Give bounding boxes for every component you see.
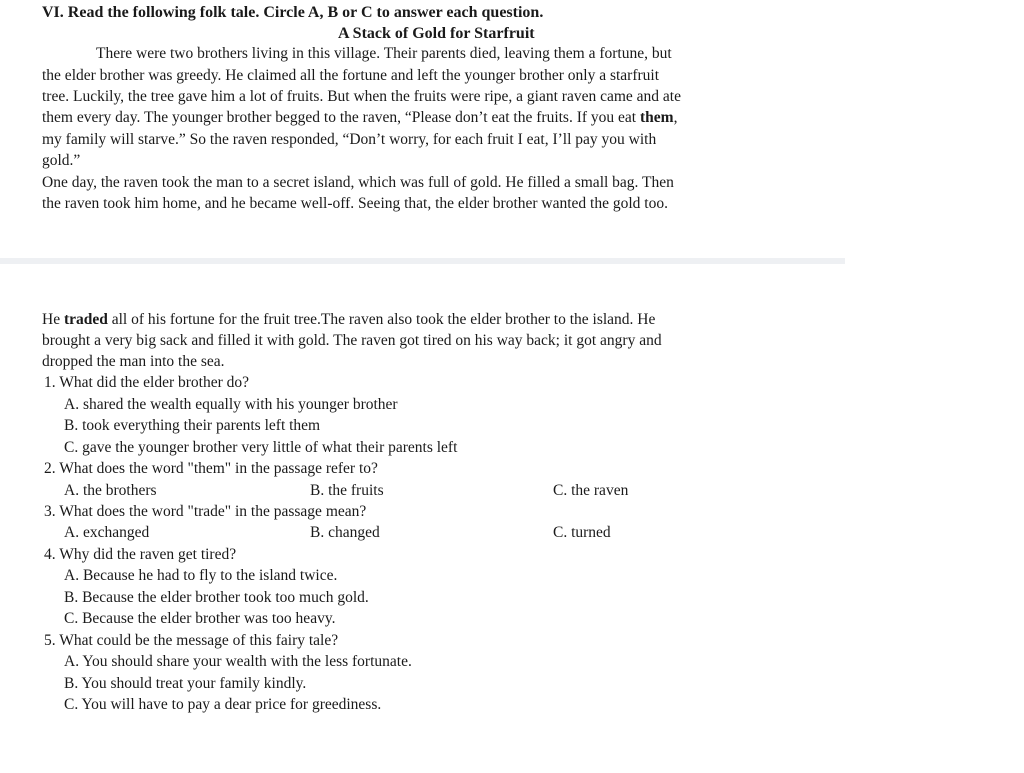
option-5a[interactable]: A. You should share your wealth with the less fortunate. bbox=[64, 653, 412, 670]
option-4a[interactable]: A. Because he had to fly to the island twice. bbox=[64, 567, 338, 584]
option-5b[interactable]: B. You should treat your family kindly. bbox=[64, 675, 307, 692]
passage-line bbox=[42, 108, 677, 128]
option-1a[interactable]: A. shared the wealth equally with his younger brother bbox=[64, 396, 398, 413]
option-2a[interactable]: A. the brothers bbox=[64, 482, 157, 499]
passage-line: the elder brother was greedy. He claimed all the fortune and left the younger brother only a starfruit bbox=[42, 67, 660, 84]
option-2c[interactable]: C. the raven bbox=[553, 482, 629, 499]
question-3: 3. What does the word "trade" in the passage mean? bbox=[44, 503, 367, 520]
option-3c[interactable]: C. turned bbox=[553, 524, 611, 541]
option-2b[interactable]: B. the fruits bbox=[310, 482, 384, 499]
passage-line: gold.” bbox=[42, 152, 81, 169]
passage-line bbox=[42, 310, 655, 330]
option-4b[interactable]: B. Because the elder brother took too much gold. bbox=[64, 589, 369, 606]
question-4: 4. Why did the raven get tired? bbox=[44, 546, 237, 563]
passage-line: dropped the man into the sea. bbox=[42, 353, 225, 370]
option-5c[interactable]: C. You will have to pay a dear price for greediness. bbox=[64, 696, 382, 713]
option-4c[interactable]: C. Because the elder brother was too heavy. bbox=[64, 610, 336, 627]
divider bbox=[0, 258, 845, 264]
passage-text: them every day. The younger brother begged to the raven, “Please don’t eat the fruits. If you eat bbox=[42, 109, 640, 126]
passage-text: all of his fortune for the fruit tree.The raven also took the elder brother to the island. He bbox=[107, 311, 656, 328]
option-1b[interactable]: B. took everything their parents left them bbox=[64, 417, 321, 434]
passage-line: tree. Luckily, the tree gave him a lot of fruits. But when the fruits were ripe, a giant raven came and ate bbox=[42, 88, 681, 105]
question-2: 2. What does the word "them" in the passage refer to? bbox=[44, 460, 378, 477]
option-3b[interactable]: B. changed bbox=[310, 524, 380, 541]
passage-line: the raven took him home, and he became well-off. Seeing that, the elder brother wanted the gold too. bbox=[42, 195, 668, 212]
passage-line: my family will starve.” So the raven responded, “Don’t worry, for each fruit I eat, I’ll pay you with bbox=[42, 131, 657, 148]
question-1: 1. What did the elder brother do? bbox=[44, 374, 250, 391]
passage-line: There were two brothers living in this village. Their parents died, leaving them a fortune, but bbox=[96, 45, 672, 62]
story-title: A Stack of Gold for Starfruit bbox=[338, 25, 535, 42]
question-5: 5. What could be the message of this fairy tale? bbox=[44, 632, 339, 649]
option-3a[interactable]: A. exchanged bbox=[64, 524, 150, 541]
section-heading: VI. Read the following folk tale. Circle A, B or C to answer each question. bbox=[42, 4, 544, 21]
passage-line: brought a very big sack and filled it with gold. The raven got tired on his way back; it got angry and bbox=[42, 332, 662, 349]
emphasized-word-traded: traded bbox=[63, 311, 108, 328]
option-1c[interactable]: C. gave the younger brother very little of what their parents left bbox=[64, 439, 458, 456]
passage-line: One day, the raven took the man to a secret island, which was full of gold. He filled a small bag. Then bbox=[42, 174, 674, 191]
passage-text: , bbox=[673, 109, 678, 126]
passage-text: He bbox=[42, 311, 64, 328]
emphasized-word-them: them bbox=[639, 109, 674, 126]
